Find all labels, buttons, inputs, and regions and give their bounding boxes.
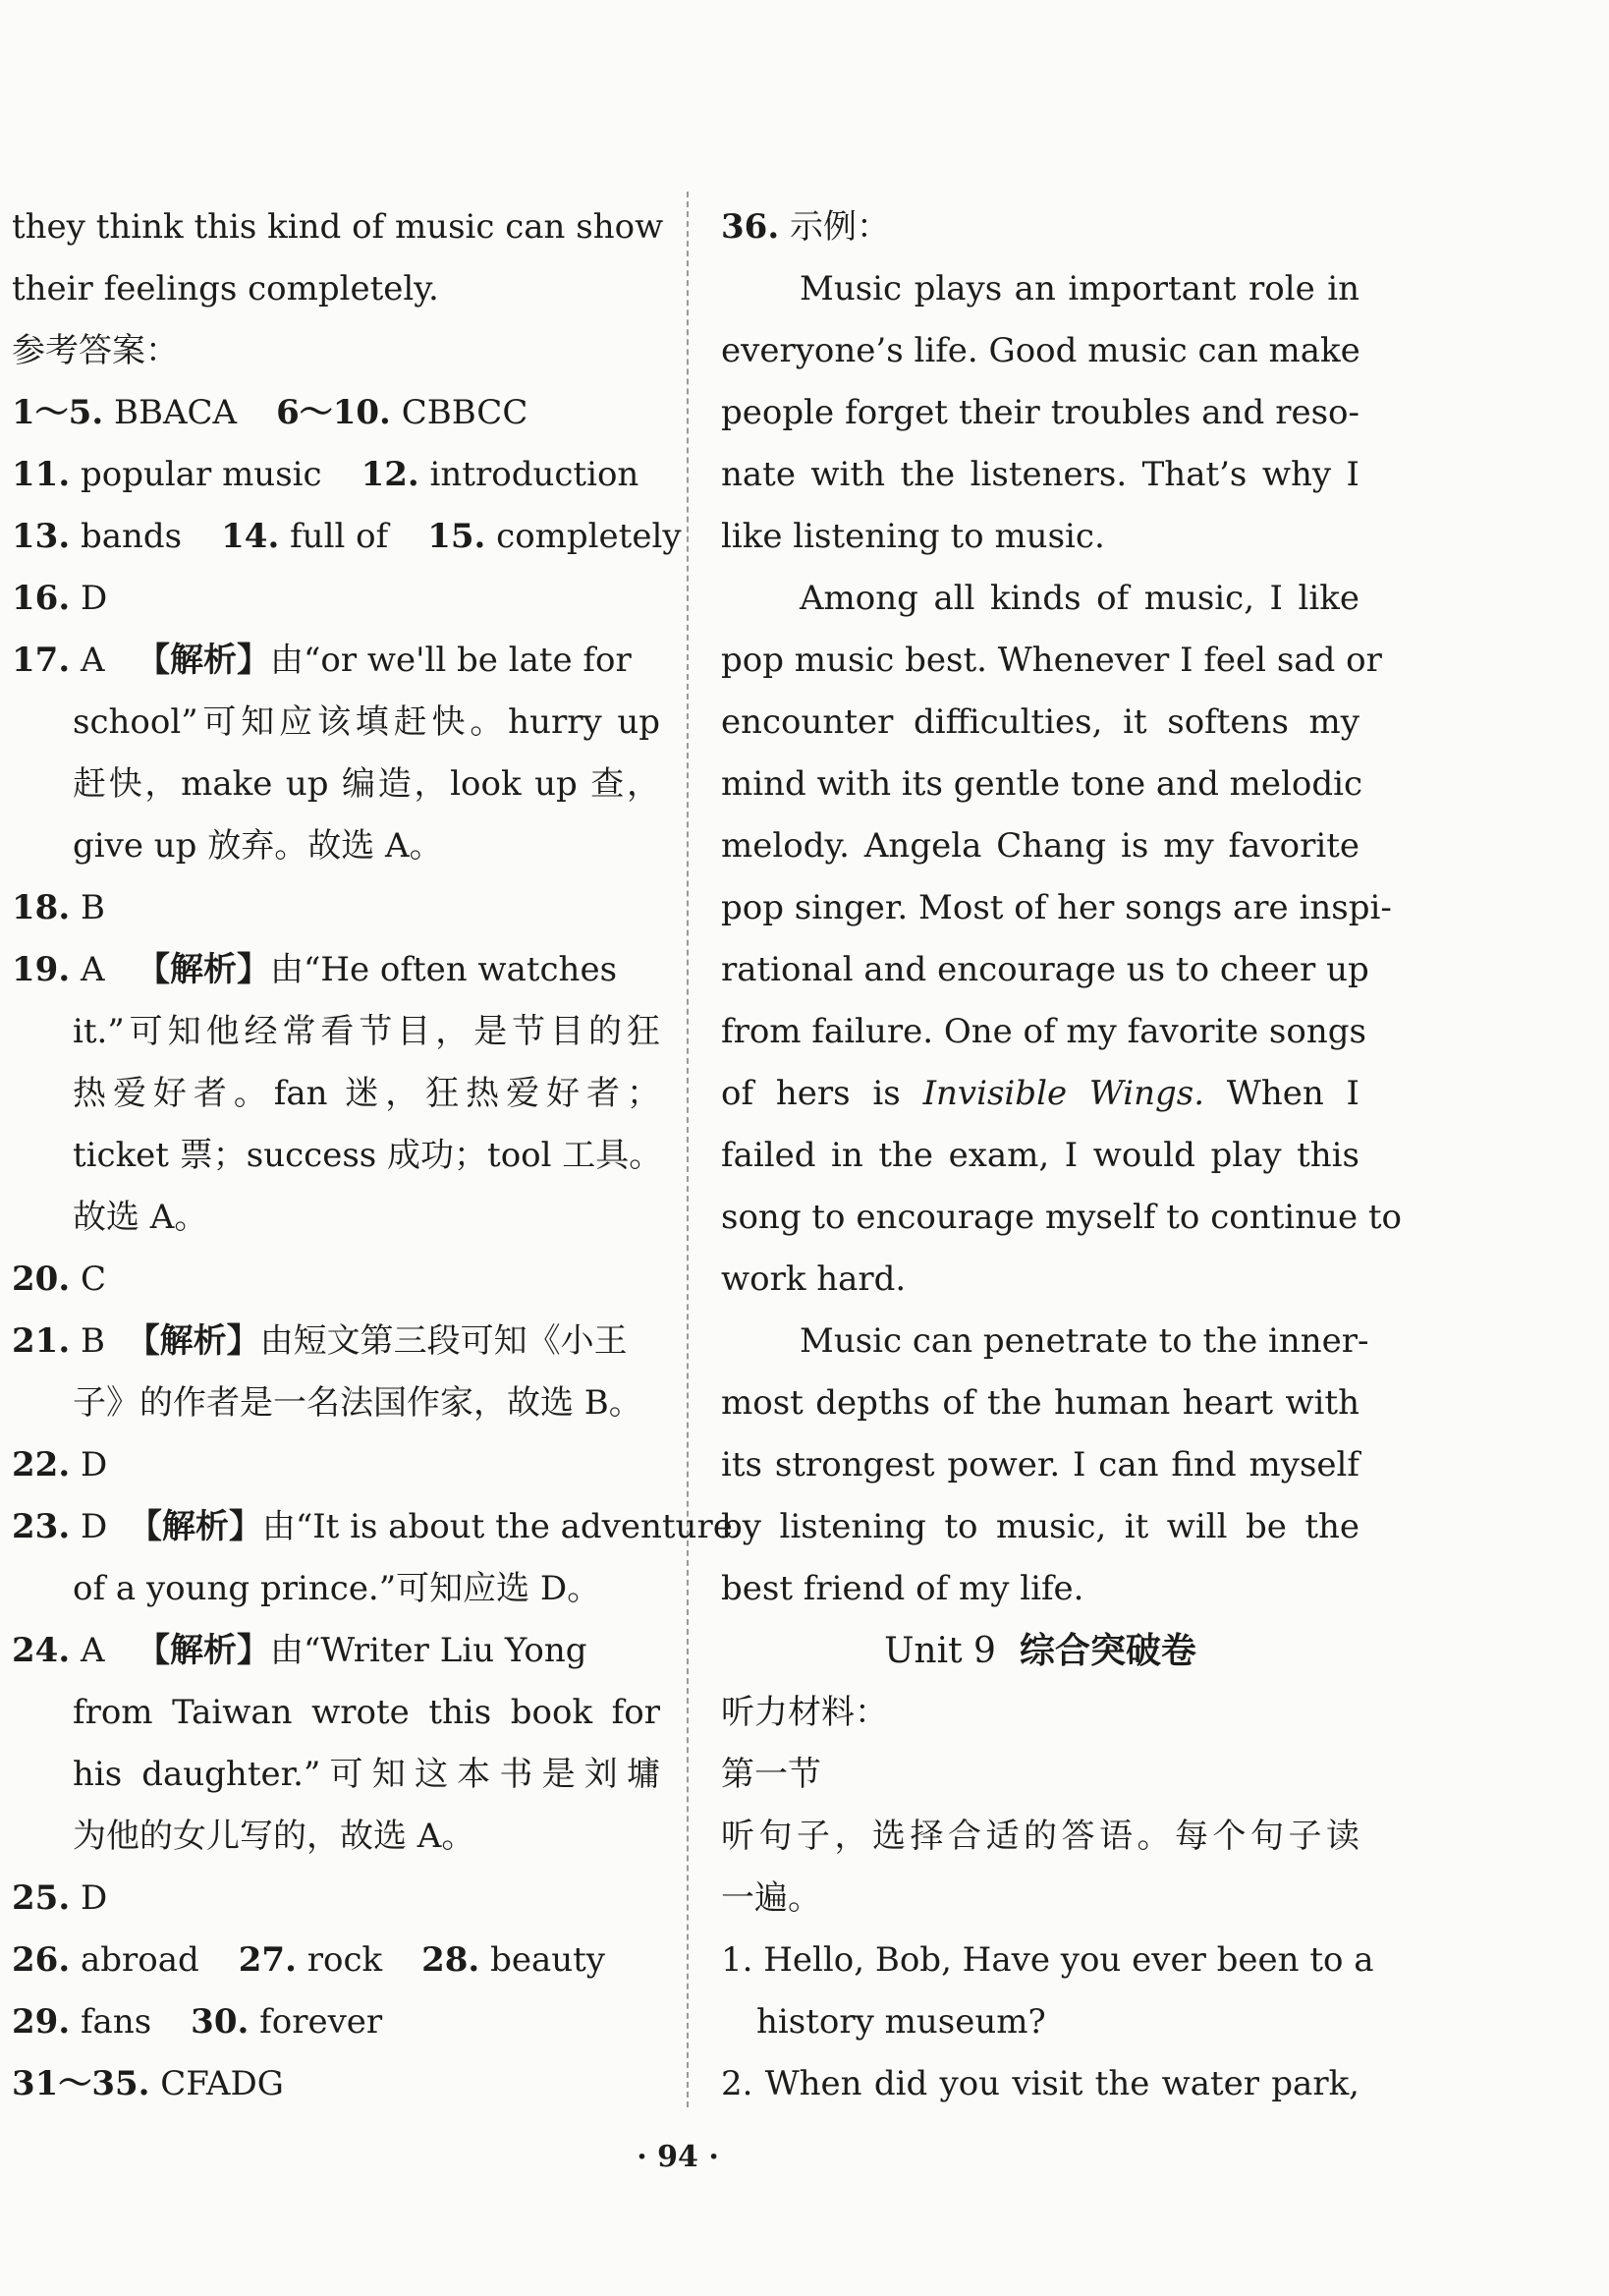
essay-line: song to encourage myself to continue to: [721, 1198, 1402, 1237]
essay-line: failed in the exam, I would play this: [721, 1136, 1359, 1175]
explanation-line: his daughter.”可知这本书是刘墉: [73, 1755, 660, 1794]
right-column: [721, 196, 1402, 2115]
answer-key-heading: 参考答案：: [12, 331, 179, 370]
essay-line: melody. Angela Chang is my favorite: [721, 826, 1359, 866]
section-heading: 第一节: [721, 1755, 821, 1794]
essay-line: people forget their troubles and reso-: [721, 393, 1359, 432]
essay-line: Among all kinds of music, I like: [800, 579, 1359, 618]
essay-line: pop singer. Most of her songs are inspi-: [721, 888, 1392, 927]
answer-line: 1～5. BBACA 6～10. CBBCC: [12, 393, 528, 432]
answer-line: 24. A 【解析】由“Writer Liu Yong: [12, 1631, 587, 1670]
explanation-line: it.”可知他经常看节目，是节目的狂: [73, 1012, 660, 1051]
essay-line: Music can penetrate to the inner-: [800, 1321, 1369, 1361]
explanation-line: school”可知应该填赶快。hurry up: [73, 702, 660, 742]
essay-line: by listening to music, it will be the: [721, 1507, 1359, 1546]
answer-line: 36. 示例：: [721, 207, 890, 247]
answer-line: 23. D 【解析】由“It is about the adventure: [12, 1507, 733, 1546]
essay-line: mind with its gentle tone and melodic: [721, 764, 1363, 804]
left-column: [12, 196, 733, 2115]
explanation-line: 故选 A。: [73, 1198, 208, 1237]
explanation-line: give up 放弃。故选 A。: [73, 826, 443, 866]
essay-line: encounter difficulties, it softens my: [721, 702, 1359, 742]
listening-line: 1. Hello, Bob, Have you ever been to a: [721, 1940, 1374, 1980]
instruction-line: 一遍。: [721, 1878, 821, 1918]
section-heading: 听力材料：: [721, 1693, 888, 1732]
page-number: · 94 ·: [637, 2140, 719, 2174]
answer-line: 25. D: [12, 1878, 108, 1918]
answer-line: 22. D: [12, 1445, 108, 1484]
text-line: they think this kind of music can show: [12, 207, 664, 247]
essay-line: of hers is Invisible Wings. When I: [721, 1074, 1359, 1113]
explanation-line: 为他的女儿写的，故选 A。: [73, 1817, 475, 1856]
explanation-line: 赶快，make up 编造，look up 查，: [73, 764, 660, 804]
answer-line: 26. abroad 27. rock 28. beauty: [12, 1940, 606, 1980]
essay-line: work hard.: [721, 1260, 907, 1299]
essay-line: best friend of my life.: [721, 1569, 1084, 1608]
unit-heading: Unit 9 综合突破卷: [884, 1630, 1196, 1671]
answer-line: 16. D: [12, 579, 108, 618]
answer-line: 18. B: [12, 888, 105, 927]
answer-line: 17. A 【解析】由“or we'll be late for: [12, 641, 632, 680]
essay-line: its strongest power. I can find myself: [721, 1445, 1359, 1484]
essay-line: from failure. One of my favorite songs: [721, 1012, 1366, 1051]
listening-line: 2. When did you visit the water park,: [721, 2064, 1359, 2103]
listening-line: history museum?: [756, 2002, 1046, 2042]
essay-line: most depths of the human heart with: [721, 1383, 1359, 1423]
text-line: their feelings completely.: [12, 269, 439, 308]
essay-line: like listening to music.: [721, 517, 1105, 556]
explanation-line: ticket 票；success 成功；tool 工具。: [73, 1136, 663, 1175]
column-divider: [687, 192, 689, 2107]
explanation-line: of a young prince.”可知应选 D。: [73, 1569, 601, 1608]
essay-line: pop music best. Whenever I feel sad or: [721, 641, 1382, 680]
answer-line: 21. B 【解析】由短文第三段可知《小王: [12, 1321, 628, 1361]
essay-line: nate with the listeners. That’s why I: [721, 455, 1359, 494]
answer-line: 19. A 【解析】由“He often watches: [12, 950, 618, 989]
essay-line: rational and encourage us to cheer up: [721, 950, 1369, 989]
answer-line: 20. C: [12, 1260, 106, 1299]
explanation-line: 热爱好者。fan 迷，狂热爱好者；: [73, 1074, 660, 1113]
answer-line: 13. bands 14. full of 15. completely: [12, 517, 682, 556]
answer-line: 29. fans 30. forever: [12, 2002, 383, 2042]
essay-line: everyone’s life. Good music can make: [721, 331, 1360, 370]
answer-line: 31～35. CFADG: [12, 2064, 284, 2103]
explanation-line: 子》的作者是一名法国作家，故选 B。: [73, 1383, 642, 1423]
explanation-line: from Taiwan wrote this book for: [73, 1693, 660, 1732]
instruction-line: 听句子，选择合适的答语。每个句子读: [721, 1817, 1359, 1856]
answer-line: 11. popular music 12. introduction: [12, 455, 639, 494]
song-title: Invisible Wings.: [922, 1074, 1205, 1113]
essay-line: Music plays an important role in: [800, 269, 1359, 308]
